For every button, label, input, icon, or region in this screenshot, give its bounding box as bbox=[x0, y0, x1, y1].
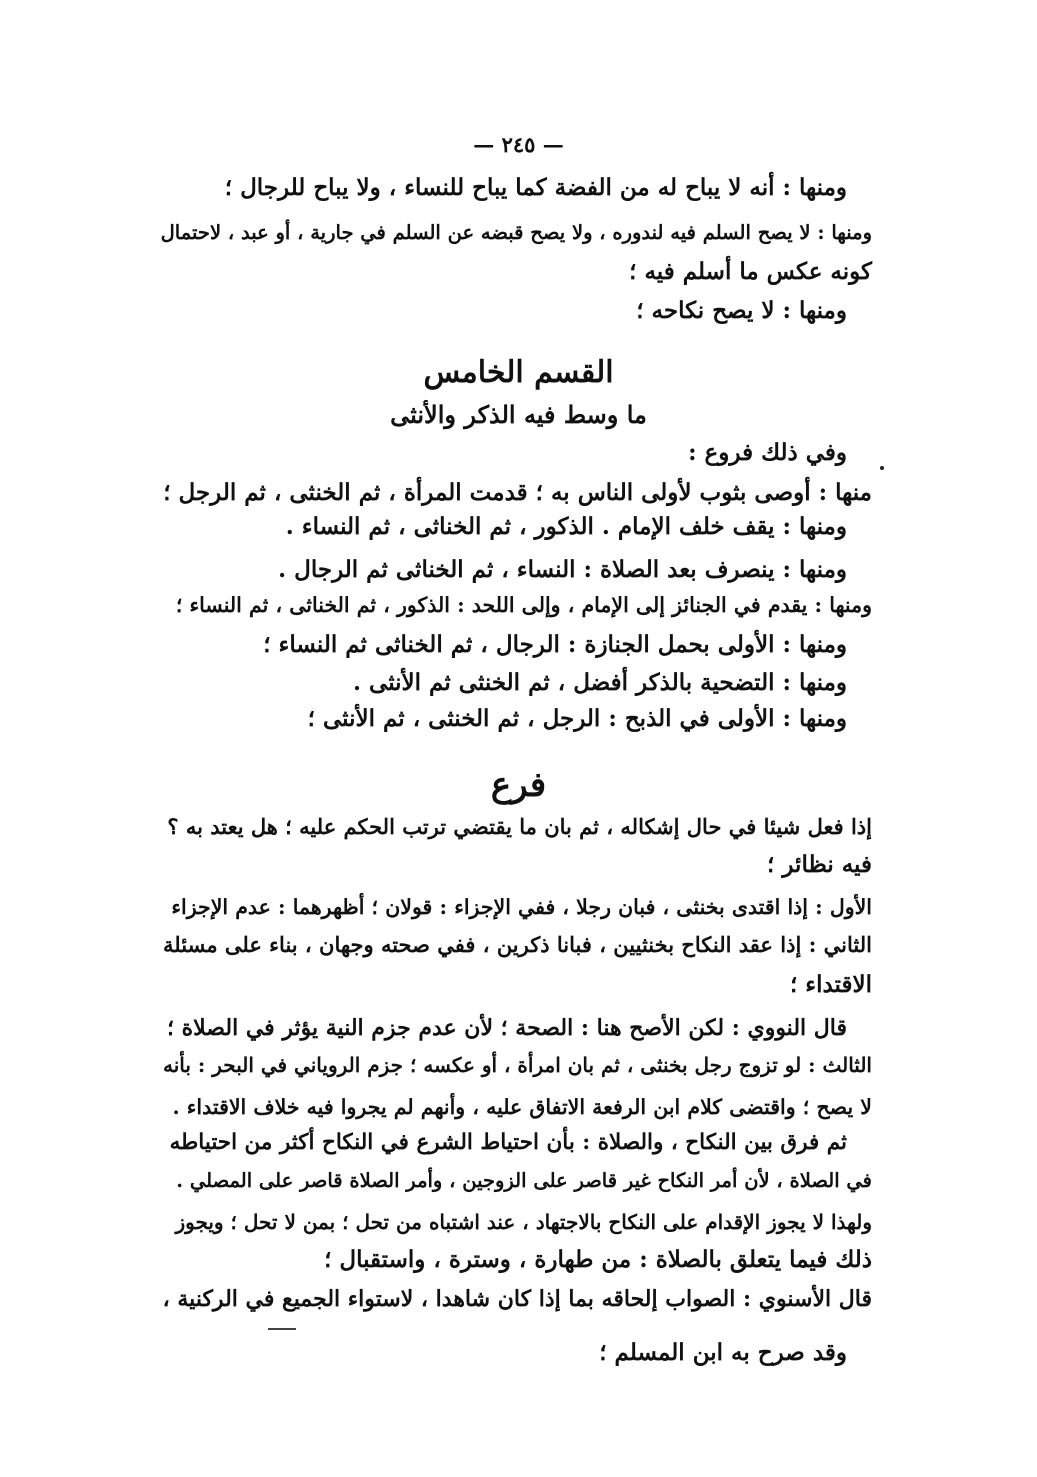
text-line: فيه نظائر ؛ bbox=[767, 851, 872, 878]
text-line: ومنها : لا يصح السلم فيه لندوره ، ولا يصح قبضه عن السلم في جارية ، أو عبد ، لاحتمال bbox=[160, 221, 872, 244]
text-line: ولهذا لا يجوز الإقدام على النكاح بالاجتهاد ، عند اشتباه من تحل ؛ بمن لا تحل ؛ ويجوز bbox=[175, 1210, 872, 1234]
text-line: الثاني : إذا عقد النكاح بخنثيين ، فبانا ذكرين ، ففي صحته وجهان ، بناء على مسئلة bbox=[163, 932, 872, 957]
text-line: قال النووي : لكن الأصح هنا : الصحة ؛ لأن عدم جزم النية يؤثر في الصلاة ؛ bbox=[166, 1015, 847, 1041]
section-subtitle: ما وسط فيه الذكر والأنثى bbox=[390, 400, 647, 429]
text-line: ذلك فيما يتعلق بالصلاة : من طهارة ، وسترة ، واستقبال ؛ bbox=[324, 1246, 872, 1273]
text-line: الأول : إذا اقتدى بخنثى ، فبان رجلا ، ففي الإجزاء : قولان ؛ أظهرهما : عدم الإجزاء bbox=[171, 895, 872, 919]
text-line: الثالث : لو تزوج رجل بخنثى ، ثم بان امرأة ، أو عكسه ؛ جزم الروياني في البحر : بأنه bbox=[163, 1053, 872, 1077]
text-line: قال الأسنوي : الصواب إلحاقه بما إذا كان شاهدا ، لاستواء الجميع في الركنية ، bbox=[162, 1286, 872, 1312]
text-line: كونه عكس ما أسلم فيه ؛ bbox=[629, 258, 872, 285]
list-item: ومنها : التضحية بالذكر أفضل ، ثم الخنثى ثم الأنثى . bbox=[353, 669, 847, 696]
list-item: ومنها : الأولى بحمل الجنازة : الرجال ، ثم الخناثى ثم النساء ؛ bbox=[263, 631, 847, 658]
stray-mark bbox=[880, 466, 884, 470]
section-title: القسم الخامس bbox=[423, 355, 614, 390]
stray-mark bbox=[268, 1328, 296, 1330]
text-line: إذا فعل شيئا في حال إشكاله ، ثم بان ما يقتضي ترتب الحكم عليه ؛ هل يعتد به ؟ bbox=[167, 814, 872, 839]
list-item: منها : أوصى بثوب لأولى الناس به ؛ قدمت المرأة ، ثم الخنثى ، ثم الرجل ؛ bbox=[163, 479, 872, 506]
list-item: ومنها : ينصرف بعد الصلاة : النساء ، ثم الخناثى ثم الرجال . bbox=[278, 556, 847, 583]
list-item: ومنها : يقدم في الجنائز إلى الإمام ، وإلى اللحد : الذكور ، ثم الخناثى ، ثم النساء ؛ bbox=[175, 593, 872, 617]
text-line: ثم فرق بين النكاح ، والصلاة : بأن احتياط الشرع في النكاح أكثر من احتياطه bbox=[169, 1130, 847, 1155]
page-number: — ٢٤٥ — bbox=[473, 132, 564, 157]
text-line: لا يصح ؛ واقتضى كلام ابن الرفعة الاتفاق عليه ، وأنهم لم يجروا فيه خلاف الاقتداء . bbox=[172, 1095, 872, 1119]
text-line: وفي ذلك فروع : bbox=[688, 439, 847, 466]
list-item: ومنها : يقف خلف الإمام . الذكور ، ثم الخناثى ، ثم النساء . bbox=[285, 513, 847, 540]
list-item: ومنها : الأولى في الذبح : الرجل ، ثم الخنثى ، ثم الأنثى ؛ bbox=[307, 705, 847, 732]
text-line: ومنها : أنه لا يباح له من الفضة كما يباح للنساء ، ولا يباح للرجال ؛ bbox=[224, 174, 847, 201]
subsection-title: فرع bbox=[490, 765, 547, 805]
text-line: ومنها : لا يصح نكاحه ؛ bbox=[636, 297, 847, 324]
text-line: الاقتداء ؛ bbox=[789, 971, 872, 998]
text-line: وقد صرح به ابن المسلم ؛ bbox=[599, 1339, 847, 1366]
text-line: في الصلاة ، لأن أمر النكاح غير قاصر على الزوجين ، وأمر الصلاة قاصر على المصلي . bbox=[176, 1169, 872, 1192]
